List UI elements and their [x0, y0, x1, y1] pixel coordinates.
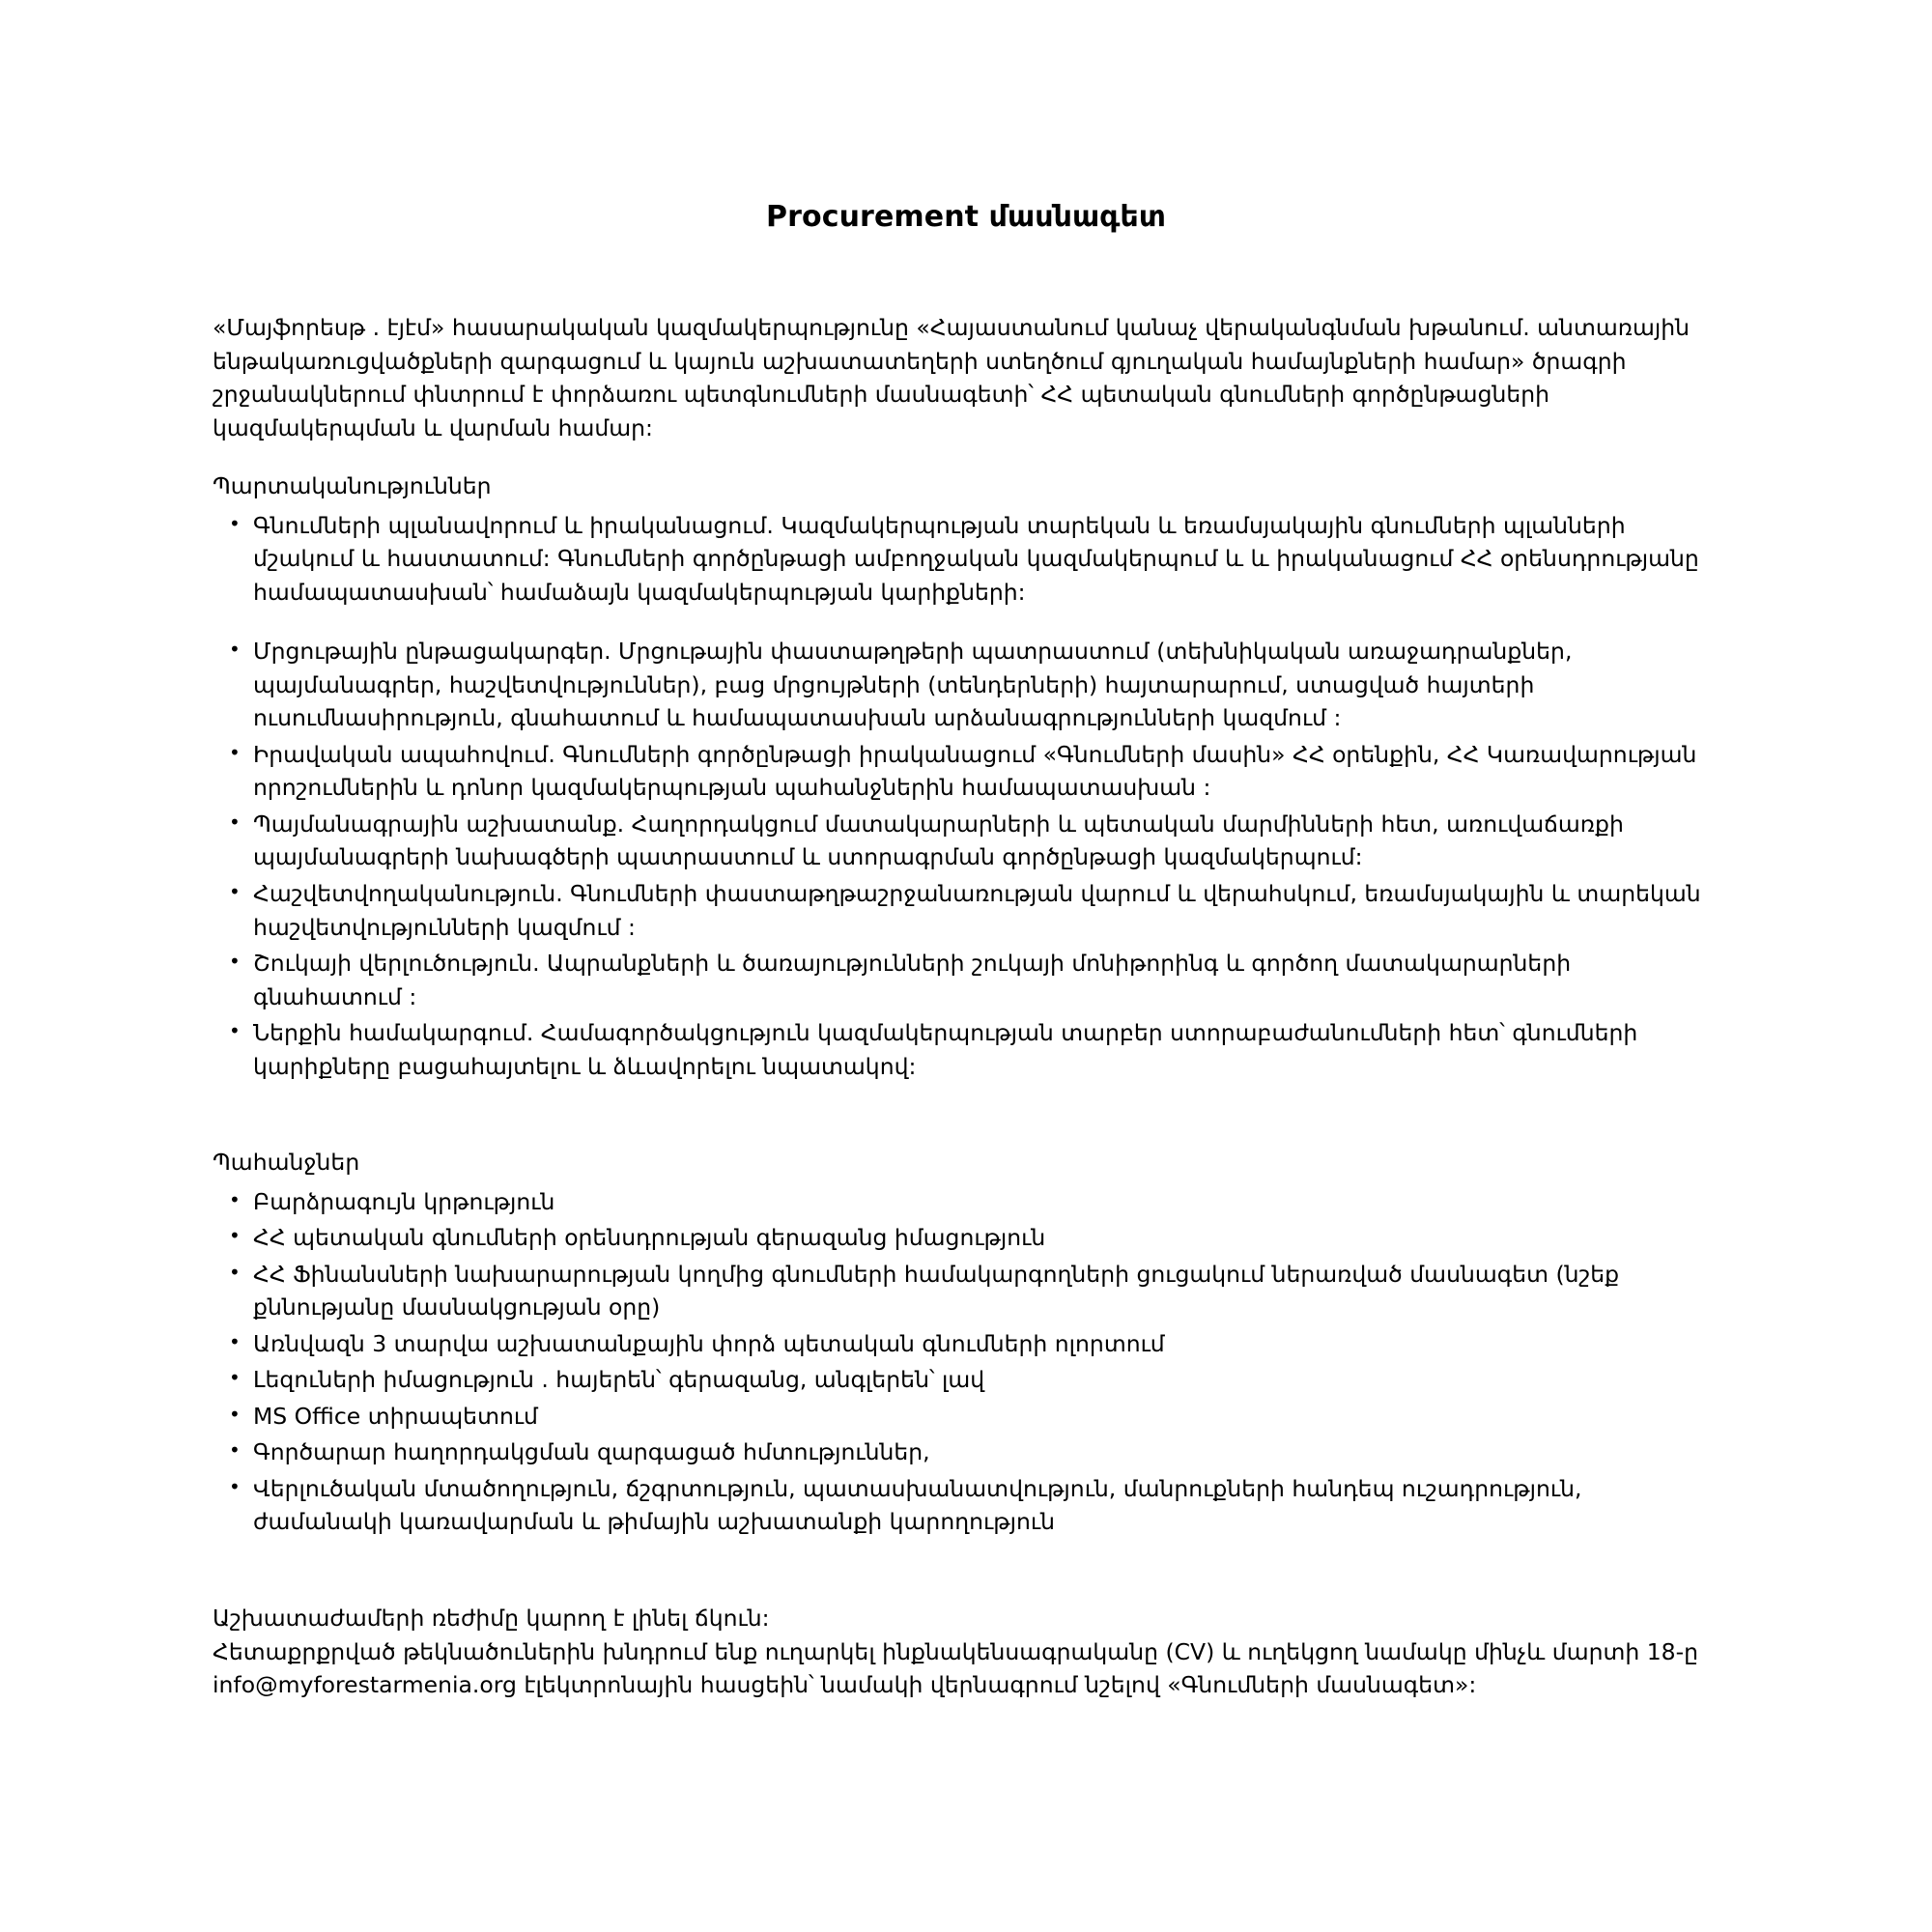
responsibilities-list [213, 509, 1719, 1084]
list-item: • Լեզուների իմացություն . հայերեն՝ գերազանց, անգլերեն՝ լավ [213, 1363, 1719, 1397]
responsibilities-heading: Պարտականություններ [213, 472, 492, 500]
application-note: Հետաքրքրված թեկնածուներին խնդրում ենք ուղարկել ինքնակենսագրականը (CV) և ուղեկցող նամակը մինչև մարտի 18-ը info@myforestarmenia.org էլեկտրոնային հասցեին՝ նամակի վերնագրում նշելով «Գնումների մասնագետ»: [213, 1637, 1698, 1699]
section-spacer [213, 1542, 1719, 1602]
list-item: • Հաշվետվողականություն. Գնումների փաստաթղթաշրջանառության վարում և վերահսկում, եռամսյակային և տարեկան հաշվետվությունների կազմում : [213, 877, 1719, 944]
list-item: • Ներքին համակարգում. Համագործակցություն կազմակերպության տարբեր ստորաբաժանումների հետ՝ գնումների կարիքները բացահայտելու և ձևավորելու նպատակով: [213, 1016, 1719, 1083]
list-item: • Վերլուծական մտածողություն, ճշգրտություն, պատասխանատվություն, մանրուքների հանդեպ ուշադրություն, ժամանակի կառավարման և թիմային աշխատանքի կարողություն [213, 1472, 1719, 1539]
list-item: • ՀՀ պետական գնումների օրենսդրության գերազանց իմացություն [213, 1221, 1719, 1255]
list-item: • Իրավական ապահովում. Գնումների գործընթացի իրականացում «Գնումների մասին» ՀՀ օրենքին, ՀՀ Կառավարության որոշումներին և դոնոր կազմակերպության պահանջներին համապատասխան : [213, 738, 1719, 805]
section-spacer [213, 1086, 1719, 1146]
closing-section [213, 1602, 1719, 1702]
schedule-note: Աշխատաժամերի ռեժիմը կարող է լինել ճկուն: [213, 1605, 770, 1632]
list-item: • Պայմանագրային աշխատանք. Հաղորդակցում մատակարարների և պետական մարմինների հետ, առուվաճառքի պայմանագրերի նախագծերի պատրաստում և ստորագրման գործընթացի կազմակերպում: [213, 808, 1719, 874]
list-item: • Բարձրագույն կրթություն [213, 1185, 1719, 1219]
list-item: • Առնվազն 3 տարվա աշխատանքային փորձ պետական գնումների ոլորտում [213, 1327, 1719, 1361]
list-item: • Գործարար հաղորդակցման զարգացած հմտություններ, [213, 1435, 1719, 1469]
requirements-list [213, 1185, 1719, 1539]
list-item: • Շուկայի վերլուծություն. Ապրանքների և ծառայությունների շուկայի մոնիթորինգ և գործող մատակարարների գնահատում : [213, 947, 1719, 1013]
list-item: • Մրցութային ընթացակարգեր. Մրցութային փաստաթղթերի պատրաստում (տեխնիկական առաջադրանքներ, պայմանագրեր, հաշվետվություններ), բաց մրցույթների (տենդերների) հայտարարում, ստացված հայտերի ուսումնասիրություն, գնահատում և համապատասխան արձանագրությունների կազմում : [213, 635, 1719, 735]
list-item: • MS Office տիրապետում [213, 1400, 1719, 1434]
requirements-heading: Պահանջներ [213, 1149, 360, 1177]
page-title: Procurement մասնագետ [766, 200, 1166, 234]
document-body [213, 236, 1719, 1702]
list-item: • Գնումների պլանավորում և իրականացում. Կազմակերպության տարեկան և եռամսյակային գնումների պլանների մշակում և հաստատում: Գնումների գործընթացի ամբողջական կազմակերպում և և իրականացում ՀՀ օրենսդրությանը համապատասխան՝ համաձայն կազմակերպության կարիքների: [213, 509, 1719, 610]
list-item: • ՀՀ Ֆինանսների նախարարության կողմից գնումների համակարգողների ցուցակում ներառված մասնագետ (նշեք քննությանը մասնակցության օրը) [213, 1258, 1719, 1324]
intro-paragraph: «Մայֆորեսթ . էյէմ» հասարակական կազմակերպությունը «Հայաստանում կանաչ վերականգնման խթանում. անտառային ենթակառուցվածքների զարգացում և կայուն աշխատատեղերի ստեղծում գյուղական համայնքների համար» ծրագրի շրջանակներում փնտրում է փորձառու պետգնումների մասնագետի՝ ՀՀ պետական գնումների գործընթացների կազմակերպման և վարման համար: [213, 314, 1690, 441]
